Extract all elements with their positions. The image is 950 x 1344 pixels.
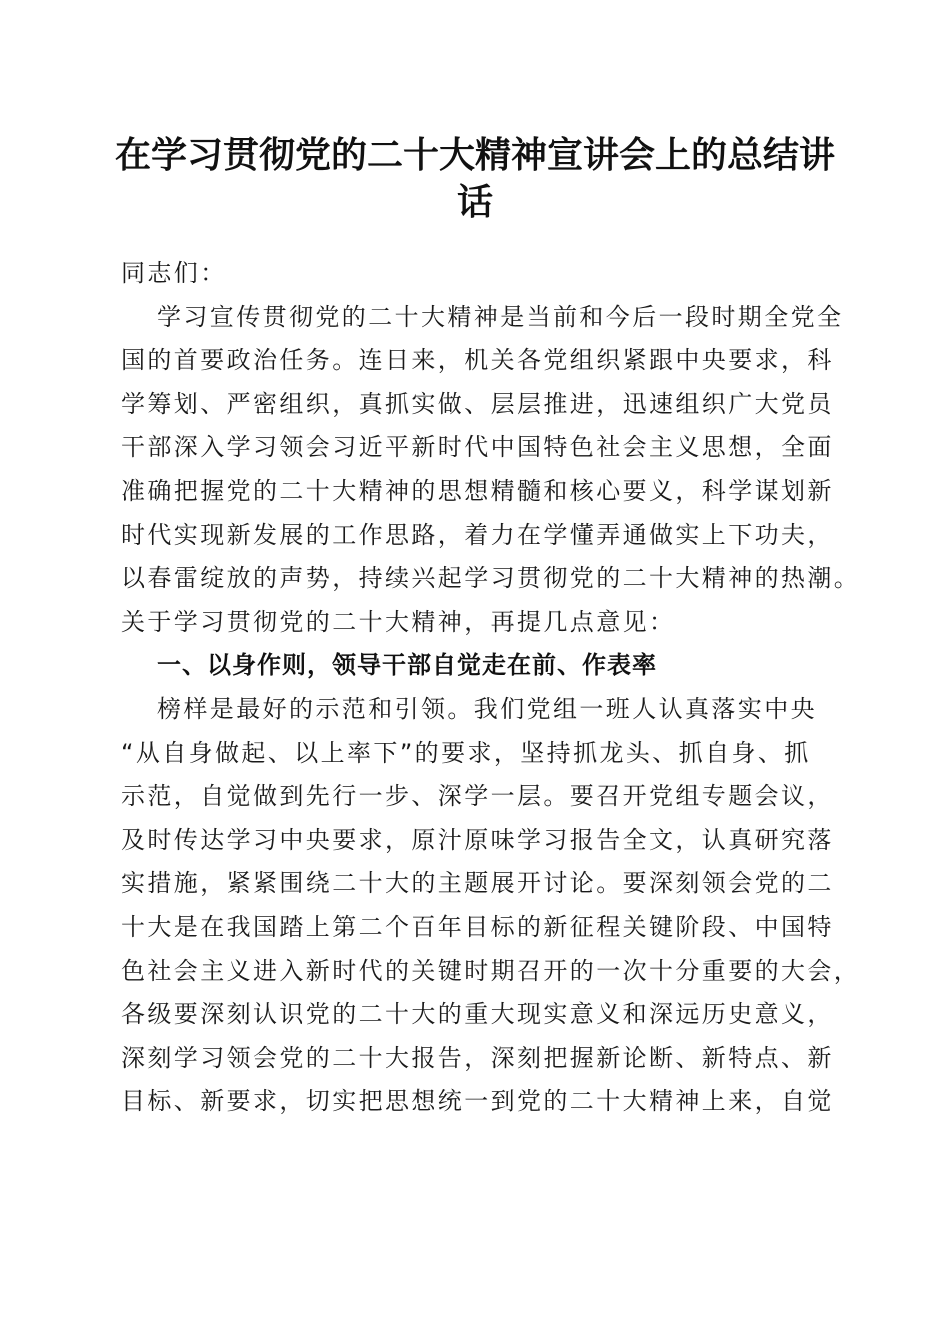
paragraph-line: 目标、新要求，切实把思想统一到党的二十大精神上来，自觉 <box>121 1087 834 1116</box>
paragraph-line: 以春雷绽放的声势，持续兴起学习贯彻党的二十大精神的热潮。 <box>121 564 861 593</box>
paragraph-line: 及时传达学习中央要求，原汁原味学习报告全文，认真研究落 <box>121 825 834 854</box>
paragraph-line: 实措施，紧紧围绕二十大的主题展开讨论。要深刻领会党的二 <box>121 869 834 898</box>
paragraph-line: 学筹划、严密组织，真抓实做、层层推进，迅速组织广大党员 <box>121 389 834 418</box>
paragraph-line: 榜样是最好的示范和引领。我们党组一班人认真落实中央 <box>157 694 817 723</box>
paragraph-line: 干部深入学习领会习近平新时代中国特色社会主义思想，全面 <box>121 433 834 462</box>
salutation: 同志们： <box>121 259 227 287</box>
paragraph-line: 关于学习贯彻党的二十大精神，再提几点意见： <box>121 607 676 636</box>
paragraph-line: 准确把握党的二十大精神的思想精髓和核心要义，科学谋划新 <box>121 476 834 505</box>
document-title <box>100 132 850 226</box>
paragraph-line: 各级要深刻认识党的二十大的重大现实意义和深远历史意义， <box>121 1000 834 1029</box>
title-line: 话 <box>456 181 493 223</box>
title-line: 在学习贯彻党的二十大精神宣讲会上的总结讲 <box>114 134 835 176</box>
paragraph-line: 色社会主义进入新时代的关键时期召开的一次十分重要的大会， <box>121 956 861 985</box>
paragraph-line: 国的首要政治任务。连日来，机关各党组织紧跟中央要求，科 <box>121 346 834 375</box>
paragraph-line: 学习宣传贯彻党的二十大精神是当前和今后一段时期全党全 <box>157 302 844 331</box>
paragraph-line: “从自身做起、以上率下”的要求，坚持抓龙头、抓自身、抓 <box>121 738 811 767</box>
document-body <box>121 252 861 1124</box>
paragraph-line: 时代实现新发展的工作思路，着力在学懂弄通做实上下功夫， <box>121 520 834 549</box>
paragraph-line: 十大是在我国踏上第二个百年目标的新征程关键阶段、中国特 <box>121 912 834 941</box>
section-heading: 一、以身作则，领导干部自觉走在前、作表率 <box>157 651 657 680</box>
paragraph-line: 示范，自觉做到先行一步、深学一层。要召开党组专题会议， <box>121 782 834 811</box>
paragraph-line: 深刻学习领会党的二十大报告，深刻把握新论断、新特点、新 <box>121 1043 834 1072</box>
